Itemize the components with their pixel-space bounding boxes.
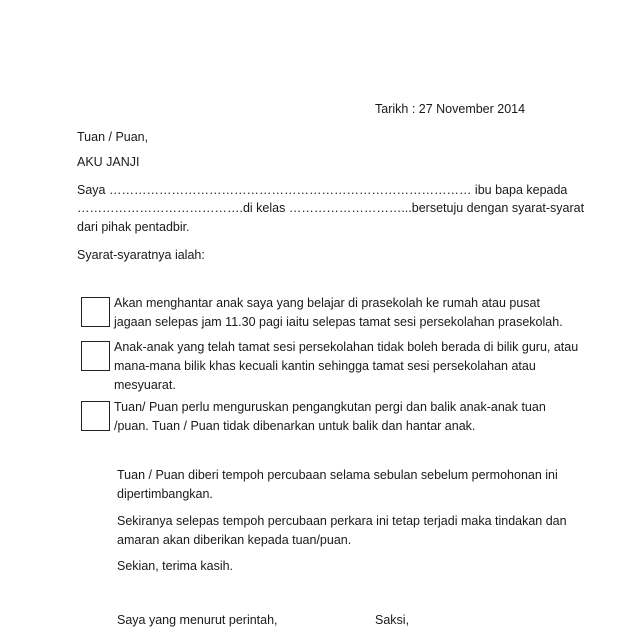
condition-3-line: Tuan/ Puan perlu menguruskan pengangkutan pergi dan balik anak-anak tuan (114, 400, 546, 414)
closing: Sekian, terima kasih. (117, 559, 234, 573)
condition-2 (114, 338, 578, 395)
declaration-line-3: dari pihak pentadbir. (77, 220, 190, 234)
condition-3-line: /puan. Tuan / Puan tidak dibenarkan untuk balik dan hantar anak. (114, 419, 476, 433)
signoff-right: Saksi, (375, 613, 410, 627)
letter-heading: AKU JANJI (77, 155, 140, 169)
condition-2-line: mesyuarat. (114, 378, 176, 392)
declaration-line-1: Saya …………………………………………………………………………… ibu bapa kepada (77, 183, 568, 197)
salutation: Tuan / Puan, (77, 130, 149, 144)
condition-1-line: Akan menghantar anak saya yang belajar di prasekolah ke rumah atau pusat (114, 296, 540, 310)
condition-2-line: mana-mana bilik khas kecuali kantin sehingga tamat sesi persekolahan atau (114, 359, 536, 373)
declaration-line-2: ………………………………….di kelas ………………………...bersetuju dengan syarat-syarat (77, 201, 585, 215)
trial-note (117, 466, 558, 504)
condition-2-line: Anak-anak yang telah tamat sesi persekolahan tidak boleh berada di bilik guru, atau (114, 340, 579, 354)
condition-checkbox-3[interactable] (81, 401, 110, 431)
condition-1-line: jagaan selepas jam 11.30 pagi iaitu selepas tamat sesi persekolahan prasekolah. (114, 315, 563, 329)
condition-1 (114, 294, 563, 332)
letter-date: Tarikh : 27 November 2014 (375, 102, 526, 116)
conditions-intro: Syarat-syaratnya ialah: (77, 248, 205, 262)
condition-3 (114, 398, 546, 436)
trial-note-line: Tuan / Puan diberi tempoh percubaan selama sebulan sebelum permohonan ini (117, 468, 558, 482)
signoff-left: Saya yang menurut perintah, (117, 613, 278, 627)
warning-note-line: amaran akan diberikan kepada tuan/puan. (117, 533, 352, 547)
warning-note (117, 512, 567, 550)
warning-note-line: Sekiranya selepas tempoh percubaan perkara ini tetap terjadi maka tindakan dan (117, 514, 567, 528)
trial-note-line: dipertimbangkan. (117, 487, 213, 501)
condition-checkbox-2[interactable] (81, 341, 110, 371)
condition-checkbox-1[interactable] (81, 297, 110, 327)
